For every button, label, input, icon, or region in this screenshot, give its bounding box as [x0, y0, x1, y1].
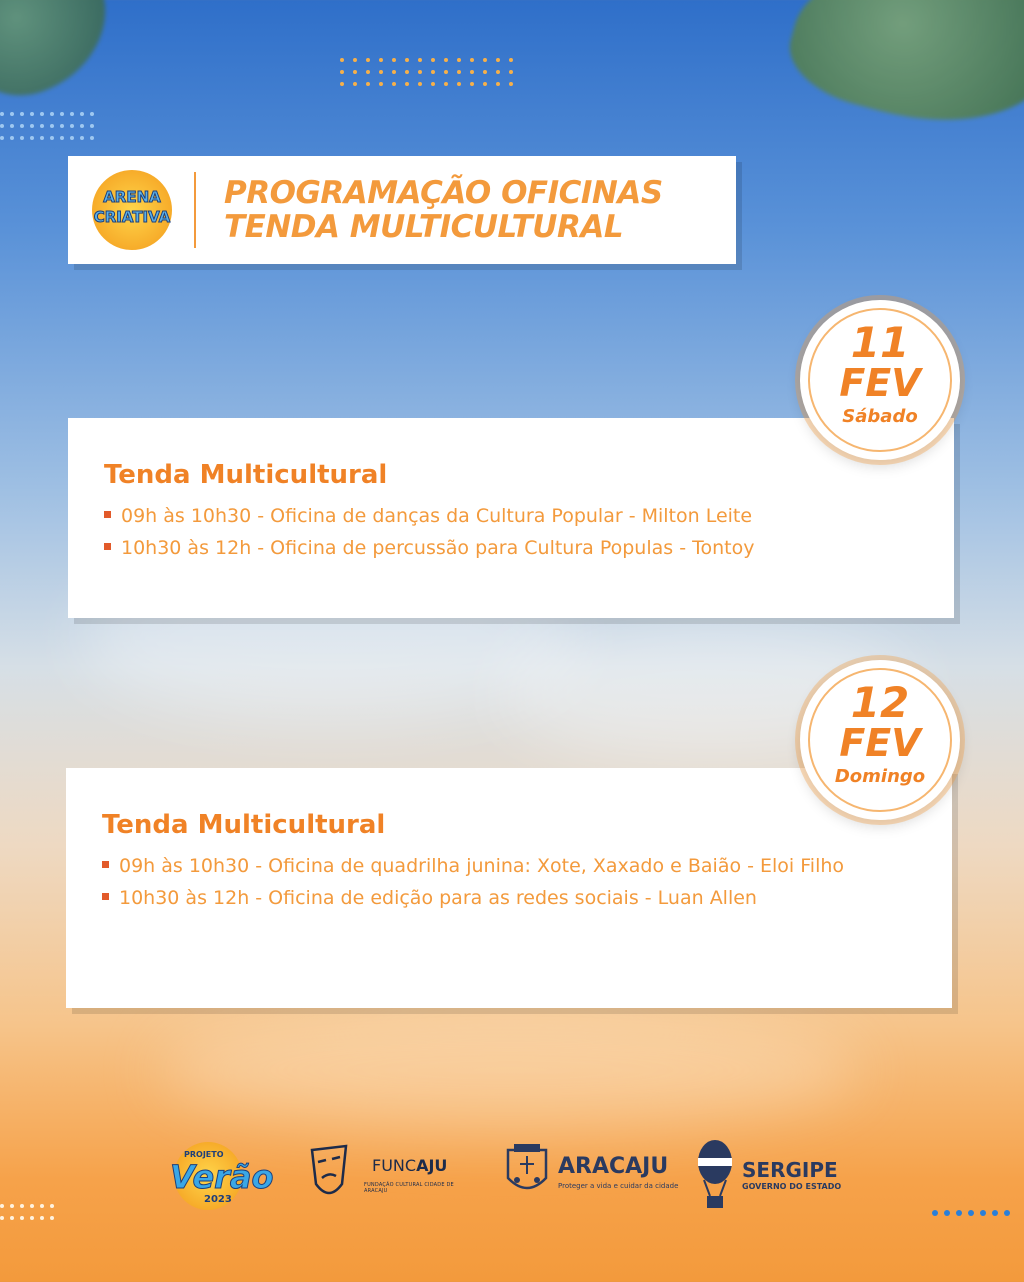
funcaju-name-prefix: FUNC [372, 1156, 417, 1175]
dot-pattern-bottom-right [932, 1210, 1010, 1216]
title-line-1: PROGRAMAÇÃO OFICINAS [224, 175, 663, 211]
dot-pattern-top [340, 58, 513, 86]
funcaju-subtitle: FUNDAÇÃO CULTURAL CIDADE DE ARACAJU [364, 1182, 454, 1194]
verao-year: 2023 [204, 1194, 232, 1205]
leaf-decoration-left [0, 0, 128, 112]
aracaju-logo [502, 1136, 692, 1216]
balloon-icon [696, 1138, 734, 1212]
date-month: FEV [839, 361, 921, 405]
title-line-2: TENDA MULTICULTURAL [224, 209, 624, 245]
date-badge-day-1 [800, 300, 960, 460]
schedule-card-day-1 [68, 418, 954, 618]
cloud [160, 1010, 860, 1130]
arena-criativa-logo [88, 166, 176, 254]
date-day: 11 [850, 318, 910, 367]
city-crest-icon [502, 1144, 552, 1200]
funcaju-logo [308, 1136, 478, 1216]
venue-title: Tenda Multicultural [102, 810, 386, 840]
bullet-icon [104, 511, 111, 518]
dot-pattern-left [0, 112, 94, 140]
schedule-item [102, 850, 912, 882]
sergipe-subtitle: GOVERNO DO ESTADO [742, 1182, 842, 1191]
verao-top-text: PROJETO [184, 1150, 224, 1159]
schedule-list [104, 500, 914, 564]
venue-title: Tenda Multicultural [104, 460, 388, 490]
schedule-item [104, 500, 914, 532]
date-badge-day-2 [800, 660, 960, 820]
schedule-list [102, 850, 912, 914]
aracaju-name: ARACAJU [558, 1154, 669, 1179]
bullet-icon [102, 893, 109, 900]
sponsor-logos [168, 1136, 858, 1216]
bullet-icon [104, 543, 111, 550]
date-month: FEV [839, 721, 921, 765]
schedule-item-text: 10h30 às 12h - Oficina de percussão para Cultura Populas - Tontoy [121, 537, 755, 559]
schedule-item [102, 882, 912, 914]
date-weekday: Domingo [834, 766, 926, 787]
aracaju-slogan: Proteger a vida e cuidar da cidade [558, 1182, 679, 1190]
badge-word-1: ARENA [103, 188, 161, 206]
page-title [224, 176, 726, 244]
funcaju-name-bold: AJU [416, 1156, 448, 1175]
date-day: 12 [850, 678, 910, 727]
projeto-verao-logo [168, 1136, 272, 1216]
schedule-item-text: 09h às 10h30 - Oficina de quadrilha junina: Xote, Xaxado e Baião - Eloi Filho [119, 855, 845, 877]
leaf-decoration-right [779, 0, 1024, 151]
sergipe-logo [696, 1136, 858, 1216]
badge-word-2: CRIATIVA [93, 208, 171, 226]
funcaju-name [372, 1156, 447, 1175]
verao-word: Verão [170, 1158, 274, 1196]
schedule-card-day-2 [66, 768, 952, 1008]
sergipe-name: SERGIPE [742, 1158, 838, 1182]
bullet-icon [102, 861, 109, 868]
schedule-item [104, 532, 914, 564]
schedule-item-text: 09h às 10h30 - Oficina de danças da Cultura Popular - Milton Leite [121, 505, 753, 527]
schedule-item-text: 10h30 às 12h - Oficina de edição para as redes sociais - Luan Allen [119, 887, 757, 909]
dot-pattern-bottom-left [0, 1204, 54, 1220]
theater-mask-icon [308, 1144, 350, 1202]
date-weekday: Sábado [842, 406, 918, 427]
header-banner [68, 156, 736, 264]
header-divider [194, 172, 196, 248]
